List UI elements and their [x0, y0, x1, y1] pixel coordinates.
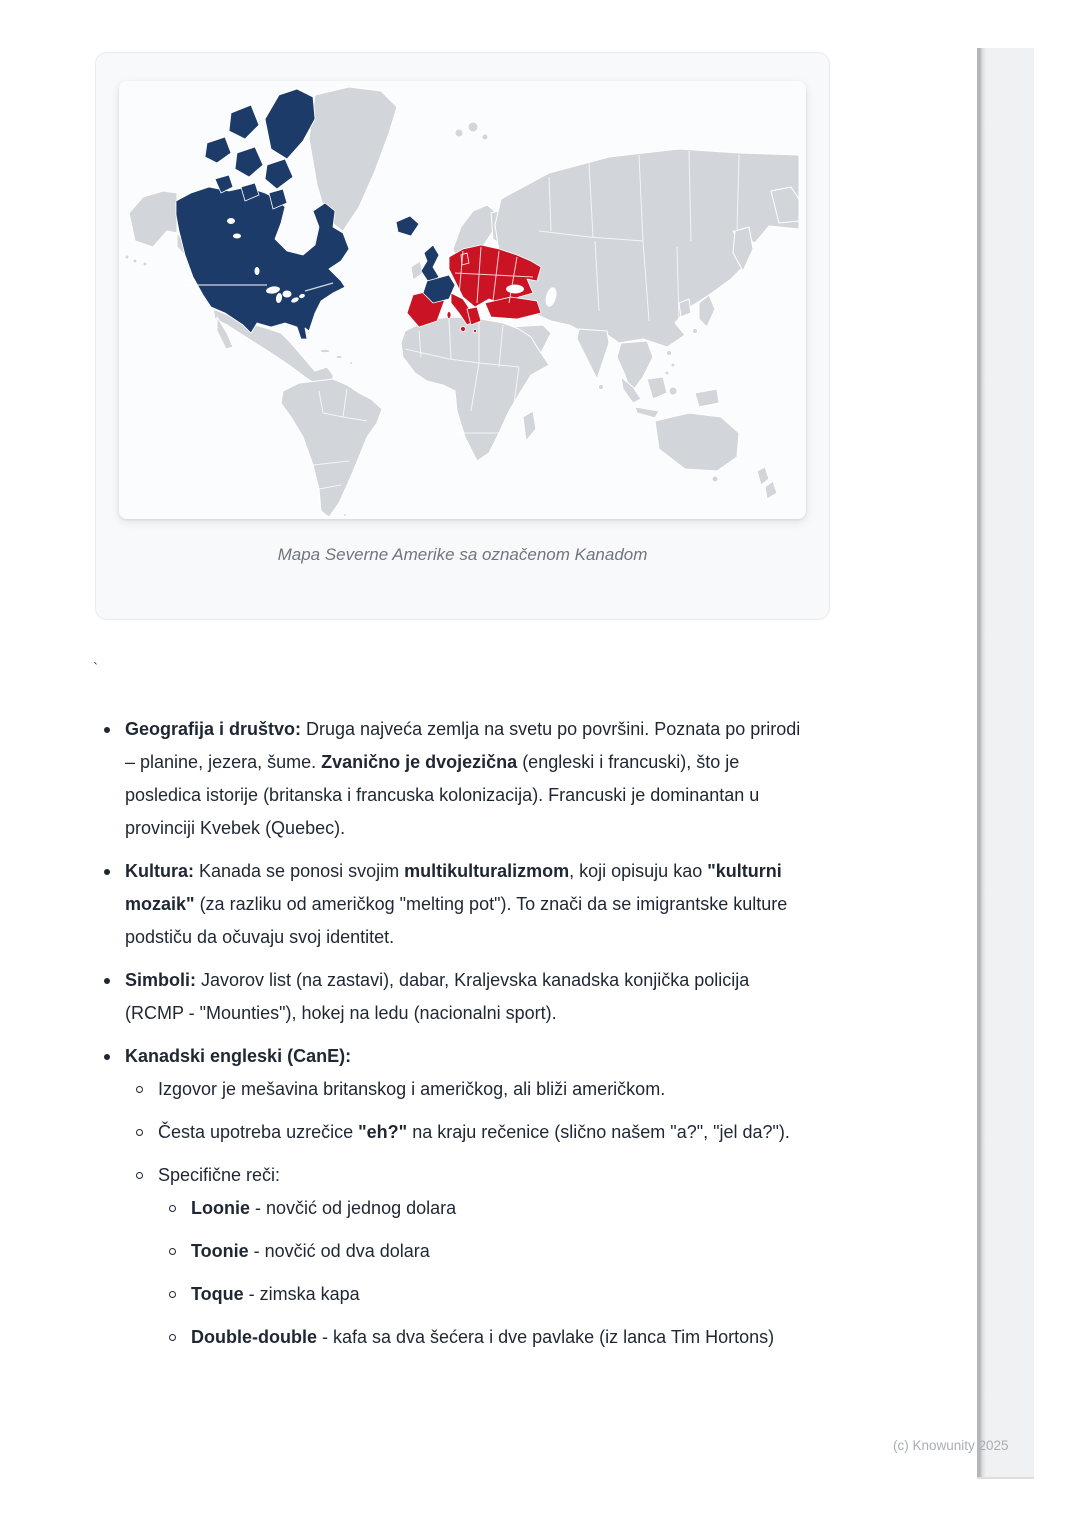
note-text: Kanada se ponosi svojim [199, 861, 405, 881]
note-text-bold: multikulturalizmom [404, 861, 570, 881]
note-text: (za razliku od američkog "melting pot"). To znači da se imigrantske kulture podstiču da očuvaju svoj identitet. [125, 894, 788, 947]
note-text-bold: Toonie [191, 1241, 249, 1261]
notes-sublist [158, 1192, 811, 1354]
note-text-bold: Geografija i društvo: [125, 719, 307, 739]
note-item [191, 1278, 811, 1311]
note-text: Izgovor je mešavina britanskog i američkog, ali bliži američkom. [158, 1079, 666, 1099]
note-item [125, 855, 811, 954]
figure-caption: Mapa Severne Amerike sa označenom Kanadom [277, 545, 648, 564]
note-text-bold: Toque [191, 1284, 244, 1304]
note-text: Česta upotreba uzrečice [158, 1122, 359, 1142]
note-text: (engleski i francuski), što je posledica istorije (britanska i francuska kolonizacija). Francuski je dominantan u provinciji Kvebek (Quebec). [125, 752, 760, 838]
note-text: na kraju rečenice (slično našem "a?", "jel da?"). [407, 1122, 790, 1142]
note-item [125, 964, 811, 1030]
note-item [125, 713, 811, 845]
note-text: Specifične reči: [158, 1165, 281, 1185]
world-map [119, 81, 806, 519]
note-text: - novčić od dva dolara [248, 1241, 430, 1261]
note-text: , koji opisuju kao [569, 861, 708, 881]
note-text: - zimska kapa [243, 1284, 360, 1304]
note-text-bold: Loonie [191, 1198, 250, 1218]
note-item [125, 1040, 811, 1354]
note-text-bold: "eh?" [358, 1122, 408, 1142]
scrollbar-track[interactable] [977, 48, 1034, 1479]
map-image [119, 81, 806, 519]
note-text: - kafa sa dva šećera i dve pavlake (iz lanca Tim Hortons) [316, 1327, 775, 1347]
note-text-bold: Double-double [191, 1327, 317, 1347]
stray-backtick: ` [93, 660, 98, 677]
watermark: (c) Knowunity 2025 [893, 1438, 1009, 1453]
note-text-bold: Kanadski engleski (CanE): [125, 1046, 352, 1066]
note-item [191, 1321, 811, 1354]
note-item [191, 1192, 811, 1225]
note-text-bold: Zvanično je dvojezična [321, 752, 518, 772]
note-text: - novčić od jednog dolara [250, 1198, 457, 1218]
note-item [158, 1116, 811, 1149]
note-text-bold: Kultura: [125, 861, 199, 881]
note-text: Javorov list (na zastavi), dabar, Kraljevska kanadska konjička policija (RCMP - "Mounties"), hokej na ledu (nacionalni sport). [125, 970, 750, 1023]
figure-card [95, 52, 830, 620]
note-text: Druga najveća zemlja na svetu po površini. Poznata po prirodi – planine, jezera, šume. [125, 719, 801, 772]
note-text-bold: Simboli: [125, 970, 201, 990]
note-text-bold: "kulturni mozaik" [125, 861, 782, 914]
notes-sublist [125, 1073, 811, 1354]
notes-list [95, 713, 811, 1354]
note-item [158, 1073, 811, 1106]
note-item [191, 1235, 811, 1268]
note-item [158, 1159, 811, 1354]
notes-content [95, 713, 811, 1364]
